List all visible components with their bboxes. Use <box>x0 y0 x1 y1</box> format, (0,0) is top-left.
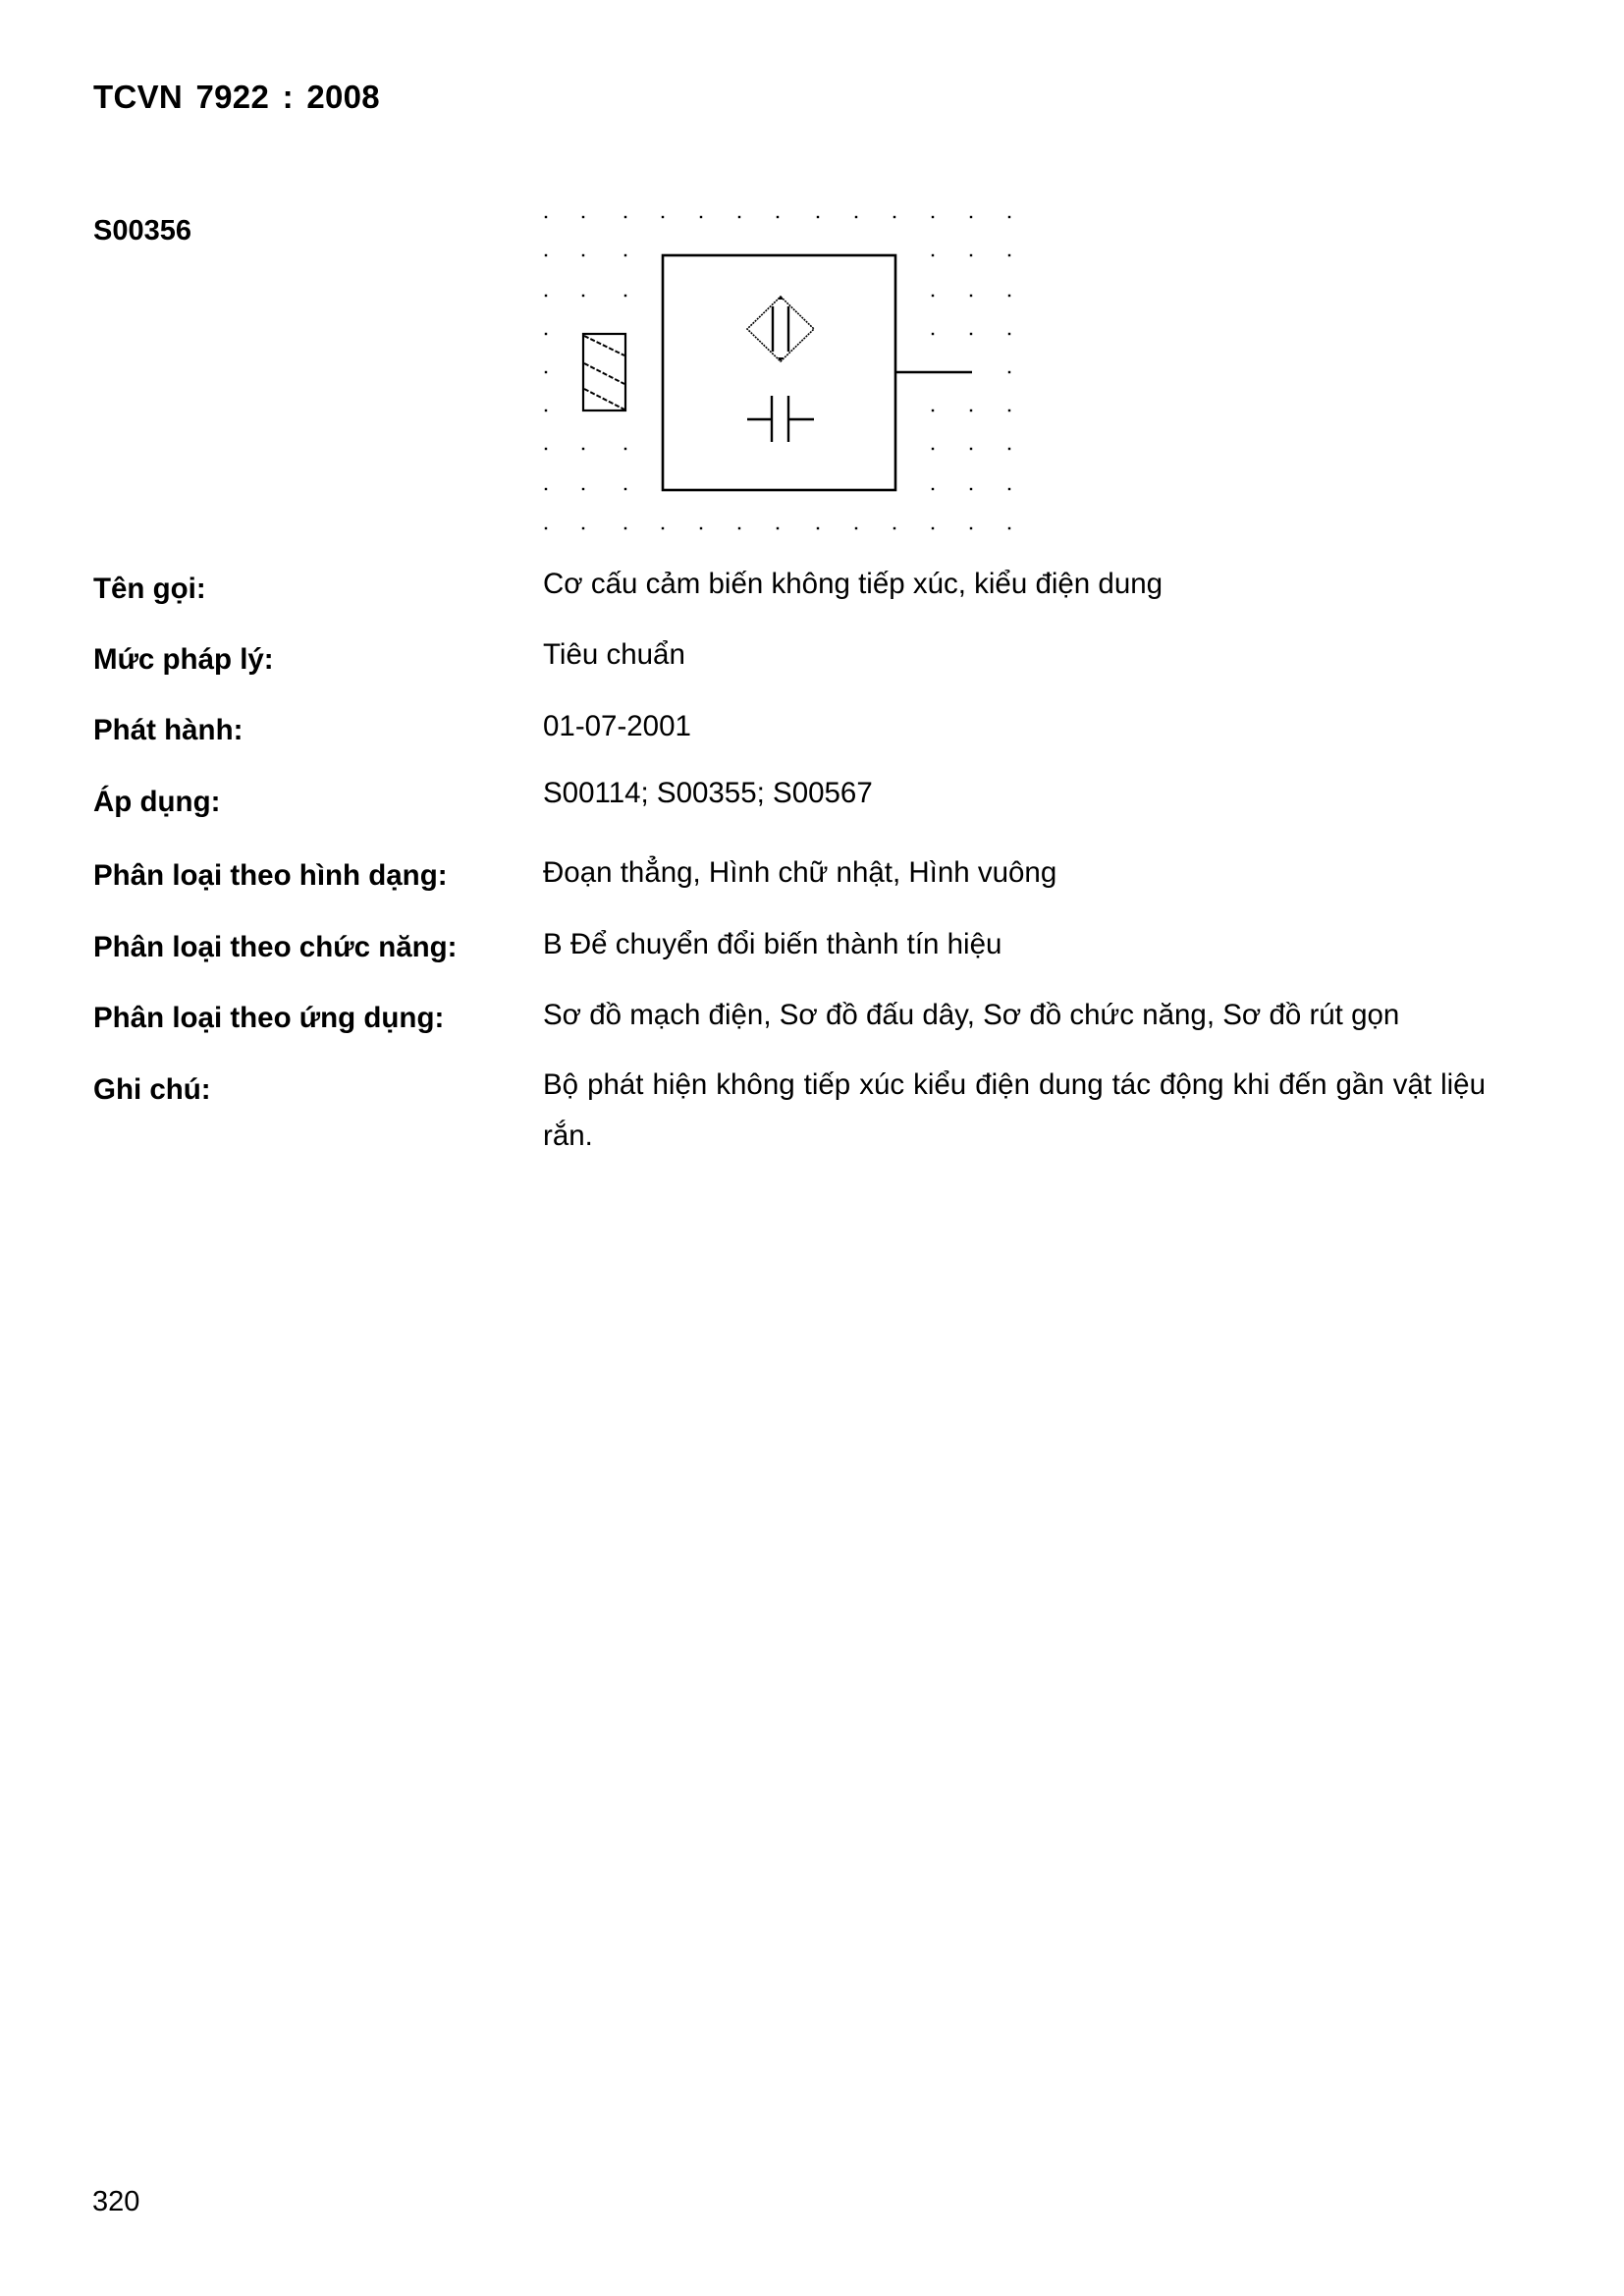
grid-dot <box>893 527 895 529</box>
grid-dot <box>817 527 819 529</box>
grid-dot <box>662 527 664 529</box>
grid-dot <box>893 216 895 218</box>
field-label-note: Ghi chú: <box>93 1073 211 1106</box>
grid-dot <box>932 216 934 218</box>
field-label-issued: Phát hành: <box>93 714 244 746</box>
field-value-applies: S00114; S00355; S00567 <box>543 777 873 809</box>
grid-dot <box>545 216 547 218</box>
grid-dot <box>545 410 547 411</box>
field-value-function-class: B Để chuyển đổi biến thành tín hiệu <box>543 928 1002 960</box>
grid-dot <box>582 295 584 297</box>
grid-dot <box>545 488 547 490</box>
symbol-code: S00356 <box>93 215 191 246</box>
grid-dot <box>970 448 972 450</box>
field-value-note: Bộ phát hiện không tiếp xúc kiểu điện dung tác động khi đến gần vật liệu rắn. <box>543 1068 1486 1152</box>
grid-dot <box>545 371 547 373</box>
grid-dot <box>970 216 972 218</box>
sensor-housing-box <box>663 255 895 490</box>
grid-dot <box>582 254 584 256</box>
field-label-function-class: Phân loại theo chức năng: <box>93 931 458 963</box>
coil-icon <box>583 334 625 410</box>
field-label-legal-level: Mức pháp lý: <box>93 643 274 676</box>
grid-dot <box>932 527 934 529</box>
grid-dot <box>624 216 626 218</box>
capacitive-proximity-sensor-symbol-icon <box>530 196 1031 545</box>
grid-dot <box>545 527 547 529</box>
grid-dot <box>932 410 934 411</box>
grid-dot <box>582 216 584 218</box>
grid-dot <box>970 295 972 297</box>
grid-dot <box>932 333 934 335</box>
grid-dot <box>624 488 626 490</box>
grid-dot <box>545 333 547 335</box>
field-label-shape-class: Phân loại theo hình dạng: <box>93 859 448 892</box>
grid-dot <box>855 527 857 529</box>
grid-dot <box>1008 527 1010 529</box>
grid-dot <box>624 527 626 529</box>
grid-dot <box>1008 254 1010 256</box>
grid-dot <box>662 216 664 218</box>
grid-dot <box>545 254 547 256</box>
grid-dot <box>777 216 779 218</box>
standard-title: TCVN 7922 : 2008 <box>93 79 380 115</box>
grid-dot <box>1008 448 1010 450</box>
grid-dot <box>1008 371 1010 373</box>
diamond-sensor-icon <box>747 296 814 361</box>
grid-dot <box>1008 410 1010 411</box>
grid-dot <box>817 216 819 218</box>
page-number: 320 <box>92 2186 140 2217</box>
grid-dot <box>545 448 547 450</box>
grid-dot <box>970 488 972 490</box>
capacitor-icon <box>747 396 814 442</box>
field-value-legal-level: Tiêu chuẩn <box>543 638 685 671</box>
field-label-applies: Áp dụng: <box>93 786 221 818</box>
grid-dot <box>970 527 972 529</box>
grid-dot <box>777 527 779 529</box>
grid-dot <box>700 527 702 529</box>
field-value-shape-class: Đoạn thẳng, Hình chữ nhật, Hình vuông <box>543 856 1057 889</box>
field-value-application-class: Sơ đồ mạch điện, Sơ đồ đấu dây, Sơ đồ chức năng, Sơ đồ rút gọn <box>543 999 1400 1031</box>
grid-dot <box>932 488 934 490</box>
grid-dot <box>970 254 972 256</box>
grid-dot <box>624 448 626 450</box>
grid-dot <box>624 254 626 256</box>
grid-dot <box>932 254 934 256</box>
grid-dot <box>738 527 740 529</box>
grid-dot <box>582 488 584 490</box>
grid-dot <box>855 216 857 218</box>
grid-dot <box>932 448 934 450</box>
field-value-issued: 01-07-2001 <box>543 710 691 742</box>
grid-dot <box>700 216 702 218</box>
grid-dot <box>1008 333 1010 335</box>
grid-dot <box>545 295 547 297</box>
grid-dot <box>738 216 740 218</box>
grid-dot <box>1008 216 1010 218</box>
grid-dot <box>624 295 626 297</box>
grid-dot <box>970 333 972 335</box>
grid-dot <box>932 295 934 297</box>
field-label-application-class: Phân loại theo ứng dụng: <box>93 1002 445 1034</box>
grid-dot <box>582 527 584 529</box>
field-value-name: Cơ cấu cảm biến không tiếp xúc, kiểu điện dung <box>543 568 1164 600</box>
grid-dot <box>1008 488 1010 490</box>
field-label-name: Tên gọi: <box>93 573 206 605</box>
grid-dot <box>970 410 972 411</box>
grid-dot <box>582 448 584 450</box>
grid-dot <box>1008 295 1010 297</box>
